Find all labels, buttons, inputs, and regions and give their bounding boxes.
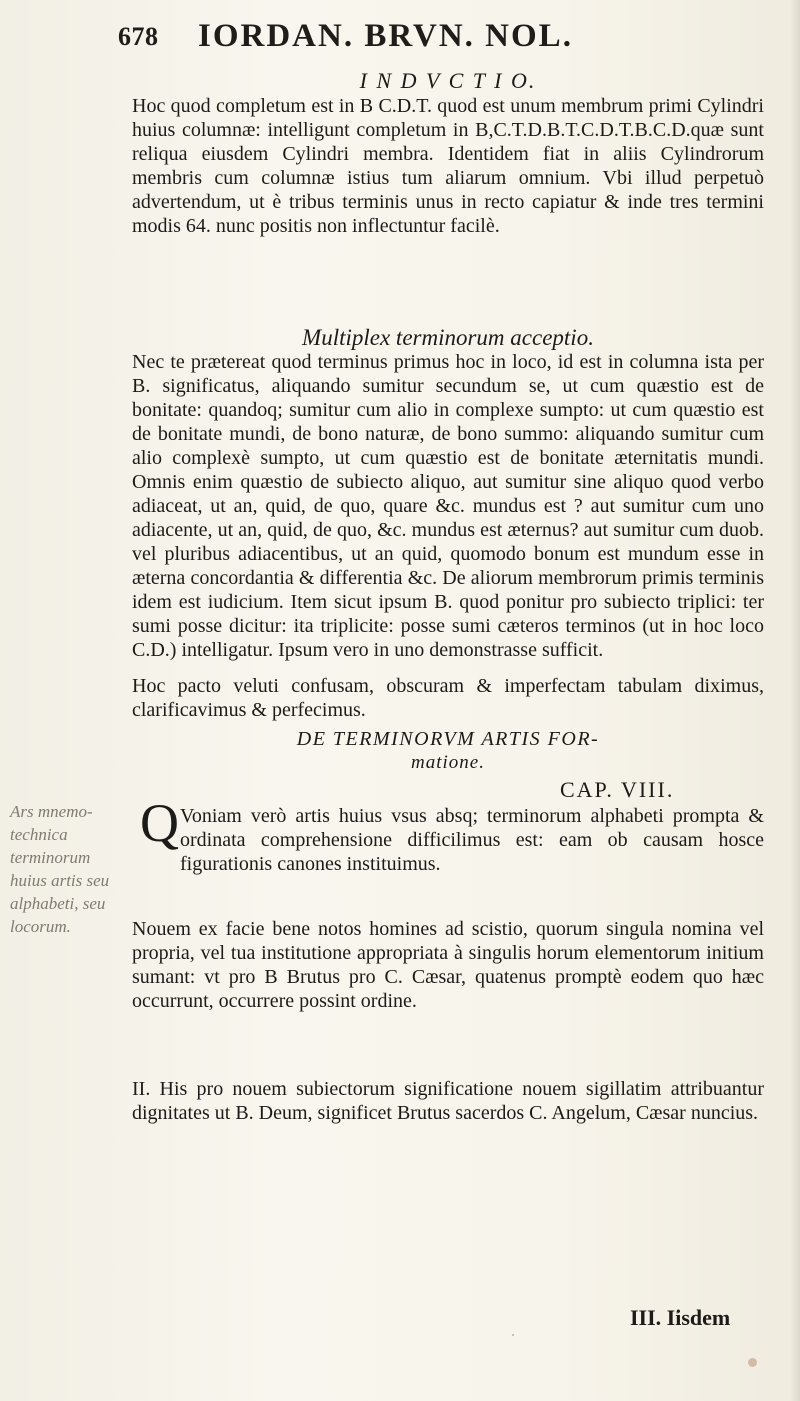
multiplex-title: Multiplex terminorum acceptio.: [302, 325, 594, 350]
de-terminorum-paragraph-3: [132, 1077, 764, 1125]
induct-text: Hoc quod completum est in B C.D.T. quod est unum membrum primi Cylindri huius columnæ: intelligunt completum in B,C.T.D.B.T.C.D.T.B.C.D.quæ sunt reliqua eiusdem Cylindri membra. Identidem fiat in aliis Cylindrorum membris cum columnæ istius tum aliarum omnium. Vbi illud perpetuò advertendum, ut è tribus terminis unus in recto capiatur & inde tres termini modis 64. nunc positis non inflectuntur facilè.: [132, 95, 764, 237]
marginal-note: Ars mnemo-technica terminorum huius artis seu alphabeti, seu locorum.: [10, 802, 110, 936]
drop-cap-q: Q: [140, 793, 179, 853]
de-terminorum-paragraph-1: [180, 804, 764, 876]
multiplex-paragraph-2: [132, 674, 764, 722]
paper-spot: [748, 1358, 757, 1367]
page-number: 678: [118, 22, 159, 51]
de-terminorum-text-3: II. His pro nouem subiectorum significatione nouem sigillatim attribuantur dignitates ut B. Deum, significet Brutus sacerdos C. Angelum, Cæsar nuncius.: [132, 1078, 764, 1124]
multiplex-text-2: Hoc pacto veluti confusam, obscuram & imperfectam tabulam diximus, clarificavimus & perfecimus.: [132, 675, 764, 721]
multiplex-text-1: Nec te prætereat quod terminus primus hoc in loco, id est in columna ista per B. significatus, aliquando sumitur secundum se, ut cum quæstio est de bonitate: quandoq; sumitur cum alio in complexe sumpto: ut cum quæstio est de bonitate mundi, de bono naturæ, de bono summo: aliquando sumitur cum alio complexè sumpto, ut cum quæstio est de bonitate æternitatis mundi. Omnis enim quæstio de subiecto aliquo, aut sumitur sine aliquo quod verbo adiaceat, ut an, quid, de quo, quare &c. mundus est ? aut sumitur cum uno adiacente, ut an, quid, de quo, &c. mundus est æternus? aut sumitur cum duob. vel pluribus adiacentibus, ut an quid, quomodo bonum est mundum esse in æterna concordantia & differentia &c. De aliorum membrorum primis terminis idem est iudicium. Item sicut ipsum B. quod ponitur pro subiecto triplici: ter sumi posse dicitur: ita triplicite: posse sumi cæteros terminos (ut in hoc loco C.D.) intelligatur. Ipsum vero in uno demonstrasse sufficit.: [132, 351, 764, 661]
page-header: [118, 18, 678, 58]
running-head: IORDAN. BRVN. NOL.: [198, 18, 573, 54]
paper-spot: [512, 1334, 514, 1336]
multiplex-paragraph-1: [132, 350, 764, 662]
catchword: III. Iisdem: [630, 1305, 731, 1330]
de-terminorum-text-2: Nouem ex facie bene notos homines ad scistio, quorum singula nomina vel propria, vel tua institutione appropriata à singulis horum elementorum initium sumant: vt pro B Brutus pro C. Cæsar, quatenus promptè eodem quo hæc occurrunt, occurrere possint ordine.: [132, 918, 764, 1012]
de-terminorum-paragraph-2: [132, 917, 764, 1013]
chapter-label: CAP. VIII.: [560, 777, 675, 802]
paper-spot: [676, 1311, 679, 1314]
de-terminorum-text-1: Voniam verò artis huius vsus absq; terminorum alphabeti prompta & ordinata comprehensione difficilimus est: eam ob causam hosce figurationis canones instituimus.: [180, 805, 764, 875]
page-edge-shadow: [790, 0, 800, 1401]
de-terminorum-title-line1: DE TERMINORVM ARTIS FOR-: [296, 728, 600, 750]
de-terminorum-title-line2: matione.: [411, 752, 485, 773]
induct-paragraph: [132, 94, 764, 238]
induct-title: I N D V C T I O.: [359, 68, 537, 93]
